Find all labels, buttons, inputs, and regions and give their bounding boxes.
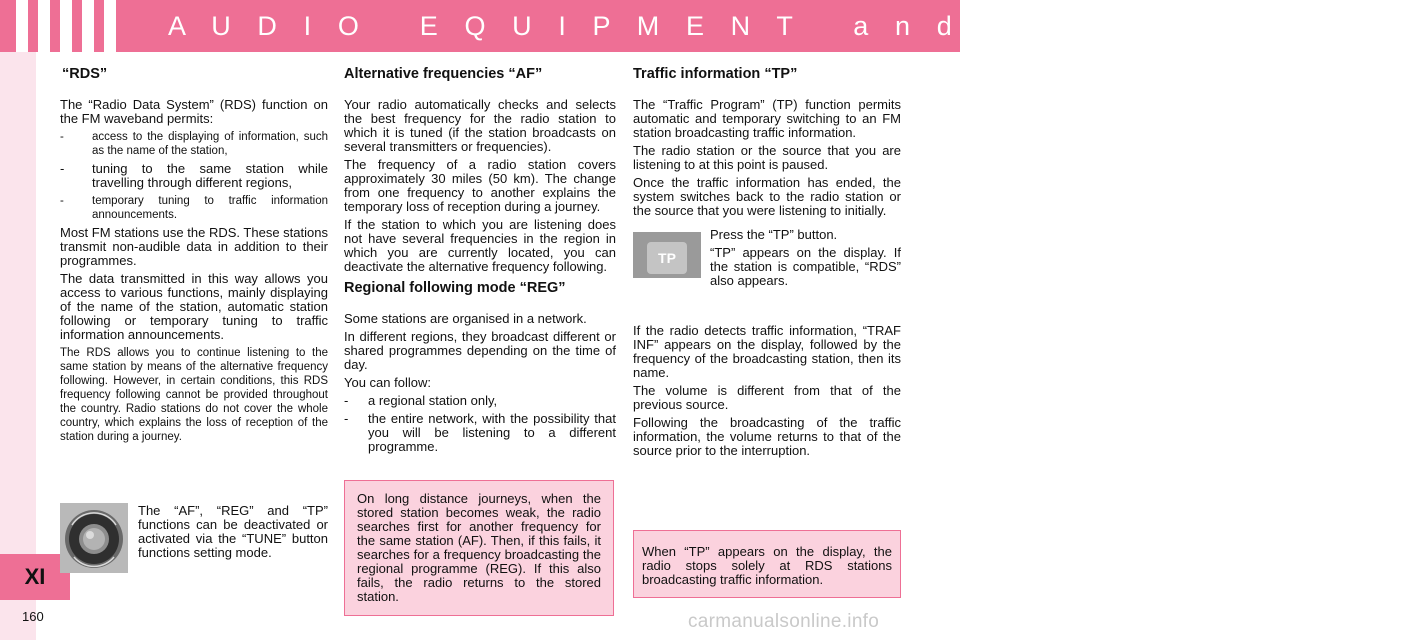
page-header [0,0,1426,52]
left-margin-band [0,52,36,640]
tp-button-icon: TP [647,242,687,274]
header-stripe [82,0,94,52]
watermark: carmanualsonline.info [688,611,880,632]
tp-button-block [633,228,901,324]
tp-button-image [633,232,701,278]
paragraph: The radio station or the source that you are listening to at this point is paused. [633,143,901,172]
paragraph: “TP” appears on the display. If the station is compatible, “RDS” also appears. [710,245,901,288]
paragraph: If the station to which you are listening does not have several frequencies in the region in which you are currently located, you can deactivate the alternative frequency following. [344,217,616,274]
section-heading: “RDS” [62,66,108,82]
knob-caption: The “AF”, “REG” and “TP” functions can be deactivated or activated via the “TUNE” button functions setting mode. [138,503,328,560]
chapter-tab: XI [0,554,70,600]
header-stripe [104,0,116,52]
page-number: 160 [22,609,44,624]
list-item: - access to the displaying of information, such as the name of the station, [60,130,328,158]
paragraph: If the radio detects traffic information, “TRAF INF” appears on the display, followed by the frequency of the broadcasting station, then its name. [633,323,901,380]
af-reg-section [344,64,616,458]
paragraph: The RDS allows you to continue listening to the same station by means of the alternative frequency following. However, in certain conditions, this RDS frequency following cannot be provided throughout the country. Radio stations do not cover the whole country, which explains the loss of reception of the station during a journey. [60,347,328,443]
header-stripe [16,0,28,52]
paragraph: Once the traffic information has ended, the system switches back to the radio station or the source that you were listening to initially. [633,175,901,218]
bullet-list [344,394,616,454]
header-stripe [38,0,50,52]
list-item: - a regional station only, [344,394,616,408]
list-item: - tuning to the same station while travelling through different regions, [60,162,328,190]
bullet-list [60,130,328,222]
paragraph: You can follow: [344,375,431,390]
paragraph: Press the “TP” button. [710,227,838,242]
paragraph: Following the broadcasting of the traffic information, the volume returns to that of the source prior to the interruption. [633,415,901,458]
paragraph: The “Radio Data System” (RDS) function on the FM waveband permits: [60,97,328,126]
tp-section [633,64,901,462]
paragraph: Your radio automatically checks and selects the best frequency for the radio station to which it is tuned (if the station broadcasts on several transmitters or frequencies). [344,97,616,154]
list-item: - the entire network, with the possibility that you will be listening to a different programme. [344,412,616,454]
section-heading: Alternative frequencies “AF” [344,66,543,82]
section-heading: Traffic information “TP” [633,66,798,82]
note-text: When “TP” appears on the display, the radio stops solely at RDS stations broadcasting traffic information. [642,544,892,587]
rds-section [60,64,328,448]
paragraph: The “Traffic Program” (TP) function permits automatic and temporary switching to an FM station broadcasting traffic information. [633,97,901,140]
paragraph: Some stations are organised in a network. [344,311,587,326]
info-note-box [344,480,614,616]
paragraph: The data transmitted in this way allows you access to various functions, mainly displaying of the name of the station, automatic station following or temporary tuning to traffic information announcements. [60,271,328,342]
page-title: A U D I O E Q U I P M E N T a n d T E L E M A T I C S [168,11,1426,41]
tune-knob-icon [60,503,128,573]
header-stripe [60,0,72,52]
paragraph: Most FM stations use the RDS. These stations transmit non-audible data in addition to their programmes. [60,225,328,268]
list-item: - temporary tuning to traffic information announcements. [60,194,328,222]
paragraph: In different regions, they broadcast different or shared programmes depending on the time of day. [344,329,616,372]
info-note-box [633,530,901,598]
tune-knob-image [60,503,128,573]
note-text: On long distance journeys, when the stored station becomes weak, the radio searches first for another frequency for the same station (AF). Then, if this fails, it searches for a frequency broadcasting the regional programme (REG). If this also fails, the radio returns to the stored station. [357,491,601,604]
paragraph: The frequency of a radio station covers approximately 30 miles (50 km). The change from one frequency to another explains the temporary loss of reception during a journey. [344,157,616,214]
paragraph: The volume is different from that of the previous source. [633,383,901,412]
section-heading: Regional following mode “REG” [344,280,566,296]
tp-instructions [710,228,901,292]
tune-knob-block [60,503,328,583]
